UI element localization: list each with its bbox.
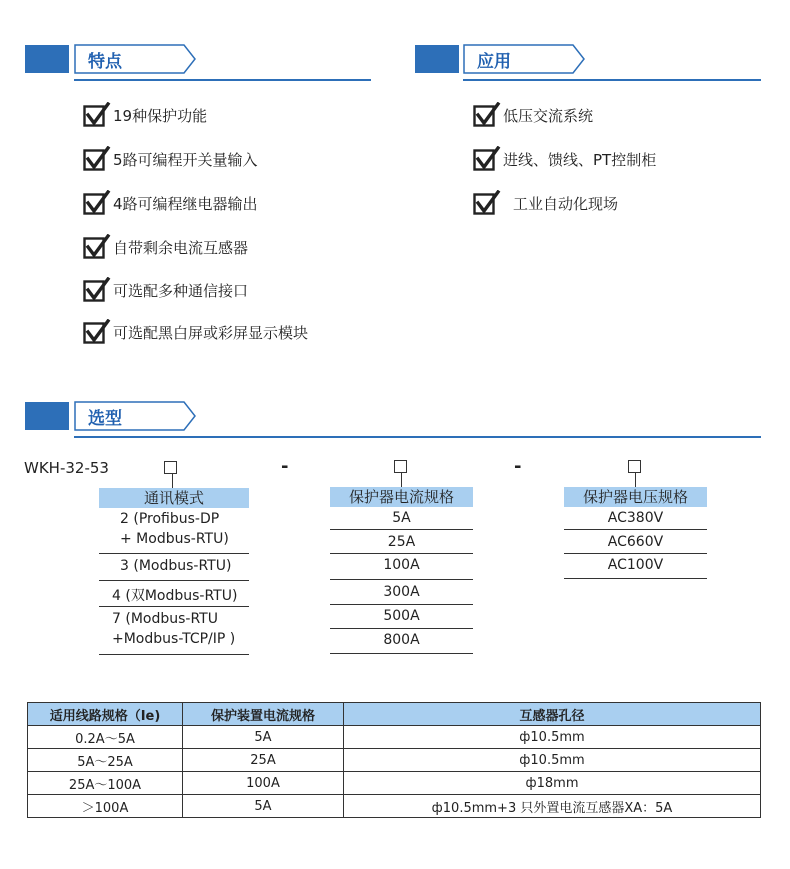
table-cell: 100A — [183, 772, 344, 795]
table-header-cell: 互感器孔径 — [344, 703, 761, 726]
option-voltage: AC380V — [607, 510, 664, 526]
option-divider — [99, 580, 249, 581]
table-header-cell: 适用线路规格（Ie) — [28, 703, 183, 726]
connector-line — [401, 473, 402, 488]
feature-item — [83, 234, 248, 260]
option-divider — [330, 579, 473, 580]
table-cell: ＞100A — [28, 795, 183, 818]
selection-header-tag — [74, 401, 198, 429]
table-row — [28, 726, 761, 749]
table-row — [28, 749, 761, 772]
applications-title: 应用 — [477, 52, 511, 72]
separator-dash: - — [514, 456, 522, 477]
checkbox-icon — [83, 146, 111, 172]
option-current: 500A — [383, 608, 420, 624]
feature-text: 4路可编程继电器输出 — [113, 194, 258, 213]
option-divider — [330, 604, 473, 605]
option-divider — [99, 553, 249, 554]
checkbox-icon — [83, 319, 111, 345]
checkbox-icon — [83, 277, 111, 303]
table-row — [28, 795, 761, 818]
checkbox-icon — [83, 102, 111, 128]
feature-item — [83, 146, 258, 172]
option-divider — [564, 553, 707, 554]
feature-text: 自带剩余电流互感器 — [113, 238, 249, 257]
application-text: 低压交流系统 — [503, 106, 594, 125]
table-cell: 5A～25A — [28, 749, 183, 772]
application-item — [473, 190, 618, 216]
option-box — [394, 460, 407, 473]
option-current: 100A — [383, 557, 420, 573]
option-voltage: AC660V — [607, 534, 664, 550]
selection-title: 选型 — [88, 409, 122, 429]
table-cell: 0.2A～5A — [28, 726, 183, 749]
table-header-row — [28, 703, 761, 726]
applications-rule — [463, 79, 761, 81]
feature-text: 5路可编程开关量输入 — [113, 150, 258, 169]
option-current: 300A — [383, 584, 420, 600]
option-divider — [330, 553, 473, 554]
spec-table — [27, 702, 761, 818]
feature-text: 19种保护功能 — [113, 106, 208, 125]
feature-item — [83, 277, 248, 303]
table-cell: 5A — [183, 795, 344, 818]
option-box — [628, 460, 641, 473]
features-header-tag — [74, 44, 198, 72]
option-divider — [99, 654, 249, 655]
applications-header-tag — [463, 44, 587, 72]
checkbox-icon — [473, 146, 501, 172]
option-current: 5A — [392, 510, 411, 526]
option-divider — [99, 606, 249, 607]
feature-item — [83, 190, 258, 216]
table-cell: ф18mm — [344, 772, 761, 795]
application-item — [473, 146, 656, 172]
table-header-cell: 保护装置电流规格 — [183, 703, 344, 726]
checkbox-icon — [473, 102, 501, 128]
option-comm: + Modbus-RTU) — [120, 531, 229, 547]
option-divider — [330, 628, 473, 629]
table-cell: 5A — [183, 726, 344, 749]
column-header-current: 保护器电流规格 — [330, 487, 473, 507]
checkbox-icon — [83, 234, 111, 260]
feature-item — [83, 102, 207, 128]
application-item — [473, 102, 593, 128]
model-code: WKH-32-53 — [24, 459, 109, 477]
option-current: 800A — [383, 632, 420, 648]
feature-text: 可选配黑白屏或彩屏显示模块 — [113, 323, 309, 342]
selection-header-block — [25, 402, 69, 430]
option-divider — [330, 653, 473, 654]
table-cell: 25A — [183, 749, 344, 772]
feature-item — [83, 319, 308, 345]
option-comm: 2 (Profibus-DP — [120, 511, 220, 527]
column-header-voltage: 保护器电压规格 — [564, 487, 707, 507]
option-voltage: AC100V — [607, 557, 664, 573]
selection-rule — [74, 436, 761, 438]
features-title: 特点 — [88, 52, 122, 72]
option-comm: 3 (Modbus-RTU) — [120, 558, 232, 574]
application-text: 工业自动化现场 — [513, 194, 619, 213]
column-header-comm: 通讯模式 — [99, 488, 249, 508]
table-cell: ф10.5mm — [344, 726, 761, 749]
table-row — [28, 772, 761, 795]
option-current: 25A — [387, 534, 416, 550]
option-divider — [564, 578, 707, 579]
option-comm: 7 (Modbus-RTU — [112, 611, 218, 627]
applications-header-block — [415, 45, 459, 73]
connector-line — [172, 474, 173, 489]
feature-text: 可选配多种通信接口 — [113, 281, 249, 300]
option-box — [164, 461, 177, 474]
checkbox-icon — [83, 190, 111, 216]
connector-line — [635, 473, 636, 487]
table-cell: ф10.5mm — [344, 749, 761, 772]
option-divider — [564, 529, 707, 530]
checkbox-icon — [473, 190, 501, 216]
separator-dash: - — [281, 456, 289, 477]
table-cell: 25A～100A — [28, 772, 183, 795]
option-divider — [330, 529, 473, 530]
features-rule — [74, 79, 371, 81]
option-comm: +Modbus-TCP/IP ) — [112, 631, 236, 647]
features-header-block — [25, 45, 69, 73]
option-comm: 4 (双Modbus-RTU) — [112, 588, 238, 604]
table-cell: ф10.5mm+3 只外置电流互感器XA：5A — [344, 795, 761, 818]
application-text: 进线、馈线、PT控制柜 — [503, 150, 657, 169]
